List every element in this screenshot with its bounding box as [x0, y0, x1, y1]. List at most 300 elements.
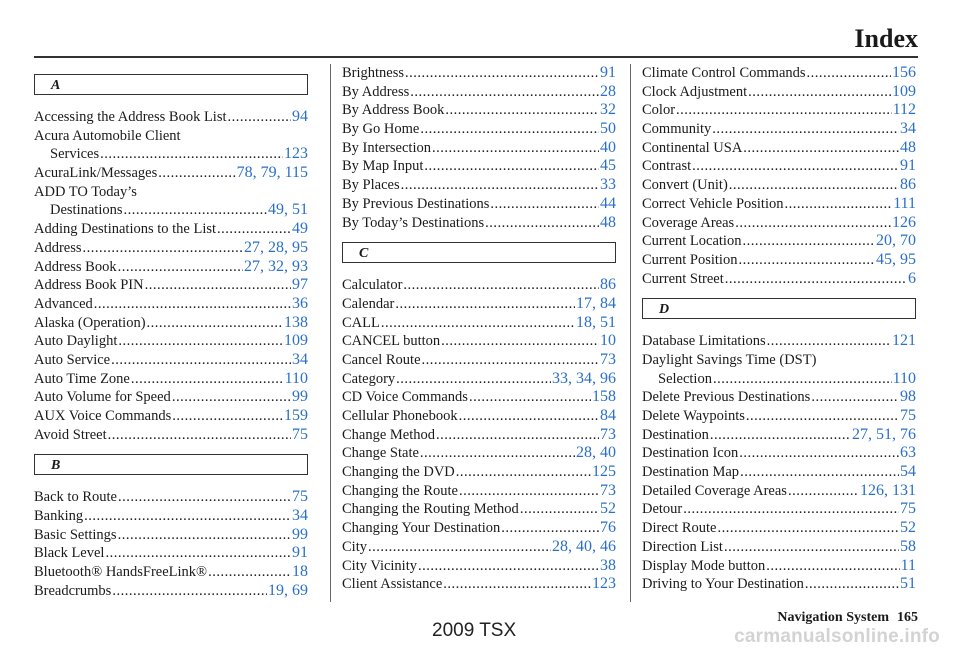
page-reference-link[interactable]: 20, 70: [876, 232, 916, 250]
index-entry-label: Black Level: [34, 545, 105, 562]
index-entry-label: CD Voice Commands: [342, 389, 468, 406]
dot-leader: [746, 407, 899, 426]
page-reference-link[interactable]: 54: [900, 463, 916, 481]
page-reference-link[interactable]: 32: [600, 101, 616, 119]
index-entry-label: Database Limitations: [642, 333, 766, 350]
index-entry-label: Alaska (Operation): [34, 314, 146, 331]
index-entry-label: Current Position: [642, 251, 738, 268]
dot-leader: [208, 563, 291, 582]
index-entry: [34, 258, 308, 277]
dot-leader: [441, 332, 599, 351]
index-entry-label: Daylight Savings Time (DST): [642, 351, 817, 368]
index-entry: [34, 370, 308, 389]
page-reference-link[interactable]: 45, 95: [876, 250, 916, 268]
index-entry: [342, 370, 616, 389]
index-entry: [342, 557, 616, 576]
index-entry: [34, 201, 308, 220]
page-reference-link[interactable]: 76: [600, 519, 616, 537]
index-entry-label: Brightness: [342, 65, 405, 81]
index-entry: [34, 314, 308, 333]
page-reference-link[interactable]: 38: [600, 556, 616, 574]
index-entry-label: Delete Previous Destinations: [642, 389, 811, 406]
section-header-d: D: [642, 298, 916, 319]
page-reference-link[interactable]: 18, 51: [576, 313, 616, 331]
index-entry-label: Destination: [642, 426, 709, 443]
index-entry: [34, 127, 308, 146]
footer-model: 2009 TSX: [432, 620, 517, 641]
index-entry: [34, 220, 308, 239]
header-rule: [34, 56, 918, 58]
page-reference-link[interactable]: 52: [600, 500, 616, 518]
page-reference-link[interactable]: 34: [292, 350, 308, 368]
page-reference-link[interactable]: 94: [292, 108, 308, 125]
dot-leader: [124, 201, 268, 220]
page-reference-link[interactable]: 18: [292, 563, 308, 581]
page-reference-link[interactable]: 27, 28, 95: [244, 238, 308, 256]
index-entry: [342, 500, 616, 519]
dot-leader: [172, 388, 291, 407]
dot-leader: [83, 239, 243, 258]
page-reference-link[interactable]: 75: [900, 500, 916, 518]
index-entry: [34, 407, 308, 426]
dot-leader: [424, 157, 599, 176]
index-entry: [642, 251, 916, 270]
column-divider: [630, 64, 631, 602]
index-entry-label: Community: [642, 121, 712, 138]
dot-leader: [520, 500, 599, 519]
index-entry-label: Delete Waypoints: [642, 408, 745, 424]
page-reference-link[interactable]: 28, 40, 46: [552, 537, 616, 555]
dot-leader: [420, 444, 575, 463]
page-reference-link[interactable]: 49: [292, 220, 308, 238]
dot-leader: [118, 258, 243, 277]
page-reference-link[interactable]: 27, 51, 76: [852, 425, 916, 443]
page-reference-link[interactable]: 126, 131: [860, 481, 916, 499]
page-reference-link[interactable]: 52: [900, 519, 916, 537]
index-entry: [34, 563, 308, 582]
index-entry-label: By Address Book: [342, 102, 445, 119]
index-entry-label: Changing the Routing Method: [342, 501, 519, 518]
dot-leader: [118, 526, 291, 545]
index-entry-label: Detailed Coverage Areas: [642, 482, 787, 499]
index-entry: [342, 101, 616, 120]
index-entry: [642, 270, 916, 289]
page-reference-link[interactable]: 28: [600, 82, 616, 100]
dot-leader: [395, 295, 575, 314]
dot-leader: [490, 195, 599, 214]
dot-leader: [459, 482, 599, 501]
index-entry-label: Changing Your Destination: [342, 520, 501, 537]
index-entry-label: By Intersection: [342, 139, 431, 156]
index-entry: [34, 295, 308, 314]
index-entry: [642, 426, 916, 445]
page-reference-link[interactable]: 91: [292, 544, 308, 562]
index-entry-label: By Previous Destinations: [342, 195, 490, 212]
index-entry: [34, 145, 308, 164]
index-entry: [642, 139, 916, 158]
page-reference-link[interactable]: 86: [900, 176, 916, 194]
dot-leader: [456, 463, 591, 482]
index-entry-label: By Go Home: [342, 121, 420, 138]
index-entry-label: Change State: [342, 445, 419, 462]
dot-leader: [396, 370, 551, 389]
dot-leader: [403, 276, 599, 295]
dot-leader: [418, 557, 599, 576]
page-reference-link[interactable]: 158: [592, 388, 616, 406]
page-reference-link[interactable]: 28, 40: [576, 444, 616, 462]
index-entry-label: Auto Time Zone: [34, 370, 130, 387]
index-entry: [342, 482, 616, 501]
index-entry-label: Coverage Areas: [642, 214, 735, 231]
dot-leader: [420, 120, 599, 139]
index-entry: [642, 64, 916, 83]
dot-leader: [217, 220, 291, 239]
dot-leader: [725, 270, 907, 289]
index-entry-label: Accessing the Address Book List: [34, 109, 227, 125]
page-reference-link[interactable]: 75: [900, 407, 916, 424]
dot-leader: [111, 351, 291, 370]
index-entry: [342, 538, 616, 557]
index-entry: [642, 370, 916, 389]
dot-leader: [718, 519, 900, 538]
index-entry: [342, 314, 616, 333]
dot-leader: [676, 101, 892, 120]
page-reference-link[interactable]: 75: [292, 425, 308, 443]
index-entry: [342, 157, 616, 176]
index-entry: [34, 582, 308, 601]
index-entry-label: Clock Adjustment: [642, 83, 748, 100]
index-entry: [642, 351, 916, 370]
index-entry-label: City Vicinity: [342, 557, 417, 574]
page-reference-link[interactable]: 34: [900, 120, 916, 138]
page-reference-link[interactable]: 121: [892, 332, 916, 350]
page-reference-link[interactable]: 110: [284, 369, 308, 387]
page-reference-link[interactable]: 48: [900, 138, 916, 156]
index-entry-label: By Map Input: [342, 158, 424, 175]
index-entry-label: Back to Route: [34, 489, 117, 506]
index-entry: [34, 108, 308, 127]
dot-leader: [410, 83, 599, 102]
index-column-1: [34, 64, 308, 601]
index-entry: [642, 232, 916, 251]
dot-leader: [145, 276, 291, 295]
page-reference-link[interactable]: 36: [292, 294, 308, 312]
page-reference-link[interactable]: 6: [908, 269, 916, 287]
index-entry: [34, 507, 308, 526]
dot-leader: [735, 214, 891, 233]
section-header-a: A: [34, 74, 308, 95]
index-entry-label: Adding Destinations to the List: [34, 221, 217, 238]
dot-leader: [740, 463, 899, 482]
dot-leader: [368, 538, 551, 557]
index-entry-label: Category: [342, 370, 396, 387]
index-entry: [34, 239, 308, 258]
page-reference-link[interactable]: 109: [892, 82, 916, 100]
page-reference-link[interactable]: 33: [600, 176, 616, 194]
index-entry-label: Calculator: [342, 277, 403, 294]
index-entry: [642, 176, 916, 195]
page-reference-link[interactable]: 126: [892, 213, 916, 231]
index-entry: [642, 500, 916, 519]
index-entry: [34, 388, 308, 407]
index-entry: [642, 463, 916, 482]
index-entry: [642, 444, 916, 463]
index-entry: [642, 557, 916, 576]
index-entry-label: Auto Volume for Speed: [34, 389, 171, 406]
dot-leader: [112, 582, 267, 601]
dot-leader: [131, 370, 284, 389]
page-reference-link[interactable]: 73: [600, 425, 616, 443]
index-entry-label: Acura Automobile Client: [34, 127, 181, 144]
page-reference-link[interactable]: 58: [900, 537, 916, 555]
index-entry: [34, 544, 308, 563]
index-entry-label: City: [342, 538, 367, 555]
index-entry: [342, 195, 616, 214]
page-reference-link[interactable]: 156: [892, 64, 916, 81]
index-entry-label: Basic Settings: [34, 526, 117, 543]
dot-leader: [742, 232, 875, 251]
index-entry: [34, 276, 308, 295]
page-reference-link[interactable]: 45: [600, 157, 616, 175]
dot-leader: [805, 575, 899, 594]
index-entry: [342, 64, 616, 83]
dot-leader: [811, 388, 899, 407]
page-reference-link[interactable]: 91: [900, 157, 916, 175]
index-entry-label: Address Book PIN: [34, 277, 144, 294]
dot-leader: [100, 145, 283, 164]
index-entry-label: Avoid Street: [34, 426, 107, 443]
index-entry-label: Direct Route: [642, 520, 717, 537]
dot-leader: [712, 120, 899, 139]
dot-leader: [158, 164, 235, 183]
section-header-c: C: [342, 242, 616, 263]
index-entry: [642, 482, 916, 501]
page-reference-link[interactable]: 27, 32, 93: [244, 257, 308, 275]
page-reference-link[interactable]: 49, 51: [268, 201, 308, 219]
dot-leader: [469, 388, 591, 407]
index-entry: [642, 332, 916, 351]
page-reference-link[interactable]: 123: [592, 575, 616, 593]
index-entry-label: Destination Map: [642, 464, 740, 481]
dot-leader: [105, 544, 291, 563]
dot-leader: [108, 426, 291, 445]
page-reference-link[interactable]: 99: [292, 525, 308, 543]
dot-leader: [785, 195, 893, 214]
dot-leader: [713, 370, 892, 389]
index-entry: [34, 426, 308, 445]
page-reference-link[interactable]: 99: [292, 388, 308, 406]
dot-leader: [401, 176, 599, 195]
index-entry-label: Advanced: [34, 295, 93, 312]
index-entry-label: Breadcrumbs: [34, 582, 112, 599]
index-entry: [342, 407, 616, 426]
index-entry: [342, 463, 616, 482]
index-entry-label: AcuraLink/Messages: [34, 165, 158, 182]
index-entry-label: Cancel Route: [342, 351, 421, 368]
index-entry: [34, 332, 308, 351]
page-reference-link[interactable]: 51: [900, 575, 916, 593]
index-entry-label: Correct Vehicle Position: [642, 195, 784, 212]
page-reference-link[interactable]: 84: [600, 407, 616, 424]
index-entry: [342, 276, 616, 295]
index-entry: [642, 195, 916, 214]
index-entry-label: Auto Daylight: [34, 333, 118, 350]
index-entry-label: Selection: [658, 370, 712, 387]
dot-leader: [118, 332, 283, 351]
page-reference-link[interactable]: 97: [292, 276, 308, 294]
index-entry-label: AUX Voice Commands: [34, 408, 172, 424]
dot-leader: [743, 139, 899, 158]
dot-leader: [147, 314, 283, 333]
index-entry: [642, 214, 916, 233]
index-entry: [342, 519, 616, 538]
index-entry-label: Calendar: [342, 295, 395, 312]
footer-section-name: Navigation System: [777, 610, 889, 625]
dot-leader: [381, 314, 575, 333]
index-entry: [642, 388, 916, 407]
page-reference-link[interactable]: 73: [600, 350, 616, 368]
page-reference-link[interactable]: 17, 84: [576, 294, 616, 312]
dot-leader: [94, 295, 291, 314]
index-entry: [342, 83, 616, 102]
index-entry-label: CALL: [342, 314, 380, 331]
page-reference-link[interactable]: 91: [600, 64, 616, 81]
page-reference-link[interactable]: 75: [292, 488, 308, 506]
page-reference-link[interactable]: 86: [600, 276, 616, 294]
page-reference-link[interactable]: 138: [284, 313, 308, 331]
page-reference-link[interactable]: 159: [284, 407, 308, 424]
page-reference-link[interactable]: 63: [900, 444, 916, 462]
dot-leader: [84, 507, 291, 526]
page-reference-link[interactable]: 10: [600, 332, 616, 350]
index-entry-label: Address: [34, 239, 82, 256]
index-entry-label: Climate Control Commands: [642, 65, 806, 81]
index-entry-label: Address Book: [34, 258, 117, 275]
dot-leader: [405, 64, 599, 83]
page-reference-link[interactable]: 110: [892, 369, 916, 387]
index-entry-label: By Places: [342, 177, 400, 194]
page-reference-link[interactable]: 11: [900, 556, 916, 574]
index-entry: [642, 101, 916, 120]
index-entry-label: Destinations: [50, 202, 123, 219]
page-reference-link[interactable]: 123: [284, 145, 308, 163]
index-entry-label: ADD TO Today’s: [34, 183, 137, 200]
index-entry: [342, 214, 616, 233]
index-column-3: [642, 64, 916, 594]
section-header-b: B: [34, 454, 308, 475]
index-entry-label: Services: [50, 146, 100, 163]
footer-page-number: 165: [897, 610, 918, 625]
page-reference-link[interactable]: 44: [600, 194, 616, 212]
index-entry-label: Convert (Unit): [642, 177, 728, 194]
dot-leader: [807, 64, 891, 83]
index-entry-label: Client Assistance: [342, 576, 443, 593]
page-reference-link[interactable]: 125: [592, 463, 616, 481]
dot-leader: [443, 575, 591, 594]
page-reference-link[interactable]: 109: [284, 332, 308, 350]
index-entry-label: Display Mode button: [642, 557, 766, 574]
index-entry-label: Changing the DVD: [342, 464, 455, 481]
index-entry: [642, 83, 916, 102]
index-entry: [342, 351, 616, 370]
dot-leader: [436, 426, 599, 445]
index-entry-label: Changing the Route: [342, 482, 458, 499]
index-entry-label: Current Location: [642, 233, 742, 250]
page-reference-link[interactable]: 73: [600, 481, 616, 499]
dot-leader: [683, 500, 899, 519]
index-entry: [34, 183, 308, 202]
index-entry: [34, 526, 308, 545]
index-entry-label: Bluetooth® HandsFreeLink®: [34, 564, 208, 581]
dot-leader: [788, 482, 859, 501]
dot-leader: [766, 557, 899, 576]
index-entry-label: Color: [642, 102, 676, 119]
index-entry: [342, 176, 616, 195]
page-reference-link[interactable]: 111: [893, 194, 916, 212]
page-reference-link[interactable]: 34: [292, 507, 308, 525]
index-entry-label: Driving to Your Destination: [642, 576, 804, 593]
watermark: carmanualsonline.info: [734, 626, 940, 647]
index-entry: [342, 120, 616, 139]
page-reference-link[interactable]: 33, 34, 96: [552, 369, 616, 387]
page-reference-link[interactable]: 19, 69: [268, 581, 308, 599]
dot-leader: [739, 444, 899, 463]
page-reference-link[interactable]: 50: [600, 120, 616, 138]
footer-page-label: [777, 610, 918, 626]
index-entry-label: Destination Icon: [642, 445, 739, 462]
dot-leader: [485, 214, 599, 233]
index-entry-label: Current Street: [642, 270, 724, 287]
dot-leader: [172, 407, 283, 426]
index-entry-label: By Address: [342, 83, 410, 100]
dot-leader: [118, 488, 291, 507]
index-entry: [642, 120, 916, 139]
index-entry-label: Banking: [34, 508, 84, 525]
dot-leader: [445, 101, 599, 120]
index-entry-label: Change Method: [342, 426, 436, 443]
page-reference-link[interactable]: 112: [892, 101, 916, 119]
index-entry: [342, 426, 616, 445]
index-entry: [342, 575, 616, 594]
index-entry: [342, 139, 616, 158]
index-entry: [642, 519, 916, 538]
index-entry-label: Cellular Phonebook: [342, 408, 458, 424]
dot-leader: [738, 251, 875, 270]
index-entry: [34, 488, 308, 507]
page-reference-link[interactable]: 48: [600, 213, 616, 231]
column-divider: [330, 64, 331, 602]
index-entry: [642, 157, 916, 176]
index-entry: [342, 444, 616, 463]
index-entry-label: Auto Service: [34, 351, 111, 368]
index-entry: [34, 351, 308, 370]
dot-leader: [422, 351, 599, 370]
page-reference-link[interactable]: 78, 79, 115: [236, 164, 308, 182]
index-entry-label: CANCEL button: [342, 333, 441, 350]
page-title: Index: [854, 24, 918, 53]
index-column-2: [342, 64, 616, 594]
page-reference-link[interactable]: 40: [600, 138, 616, 156]
index-entry: [642, 407, 916, 426]
dot-leader: [767, 332, 891, 351]
index-entry: [642, 538, 916, 557]
index-entry: [34, 164, 308, 183]
page-reference-link[interactable]: 98: [900, 388, 916, 406]
index-entry: [342, 388, 616, 407]
dot-leader: [748, 83, 891, 102]
dot-leader: [432, 139, 599, 158]
index-entry-label: Detour: [642, 501, 683, 518]
